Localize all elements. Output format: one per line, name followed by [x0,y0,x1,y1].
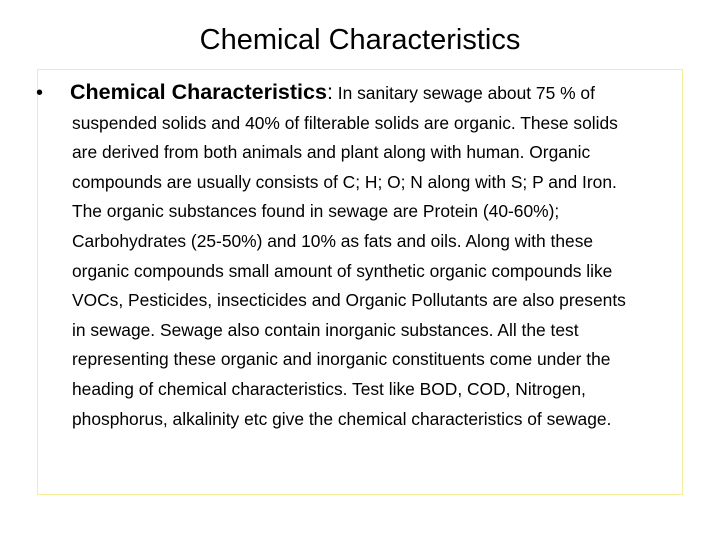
paragraph-line-9: in sewage. Sewage also contain inorganic substances. All the test [72,319,579,340]
paragraph-line-1 [36,78,686,109]
lead-term: Chemical Characteristics [70,80,327,104]
paragraph-line-6: Carbohydrates (25-50%) and 10% as fats and oils. Along with these [72,230,594,251]
paragraph-line-12: phosphorus, alkalinity etc give the chemical characteristics of sewage. [72,408,612,429]
paragraph-line-5: The organic substances found in sewage are Protein (40-60%); [72,201,560,222]
bullet-icon: • [36,82,44,104]
lead-colon: : [326,80,333,104]
paragraph-line-10: representing these organic and inorganic constituents come under the [72,349,611,370]
paragraph-text: In sanitary sewage about 75 % of [332,83,595,103]
paragraph-line-8: VOCs, Pesticides, insecticides and Organic Pollutants are also presents [72,290,626,311]
slide-title: Chemical Characteristics [199,24,521,56]
paragraph-line-3: are derived from both animals and plant along with human. Organic [72,142,591,163]
paragraph-line-2: suspended solids and 40% of filterable solids are organic. These solids [72,112,618,133]
paragraph-line-11: heading of chemical characteristics. Test like BOD, COD, Nitrogen, [72,378,586,399]
paragraph-line-4: compounds are usually consists of C; H; O; N along with S; P and Iron. [72,171,617,192]
bullet-paragraph [36,78,686,434]
paragraph-line-7: organic compounds small amount of synthetic organic compounds like [72,260,613,281]
